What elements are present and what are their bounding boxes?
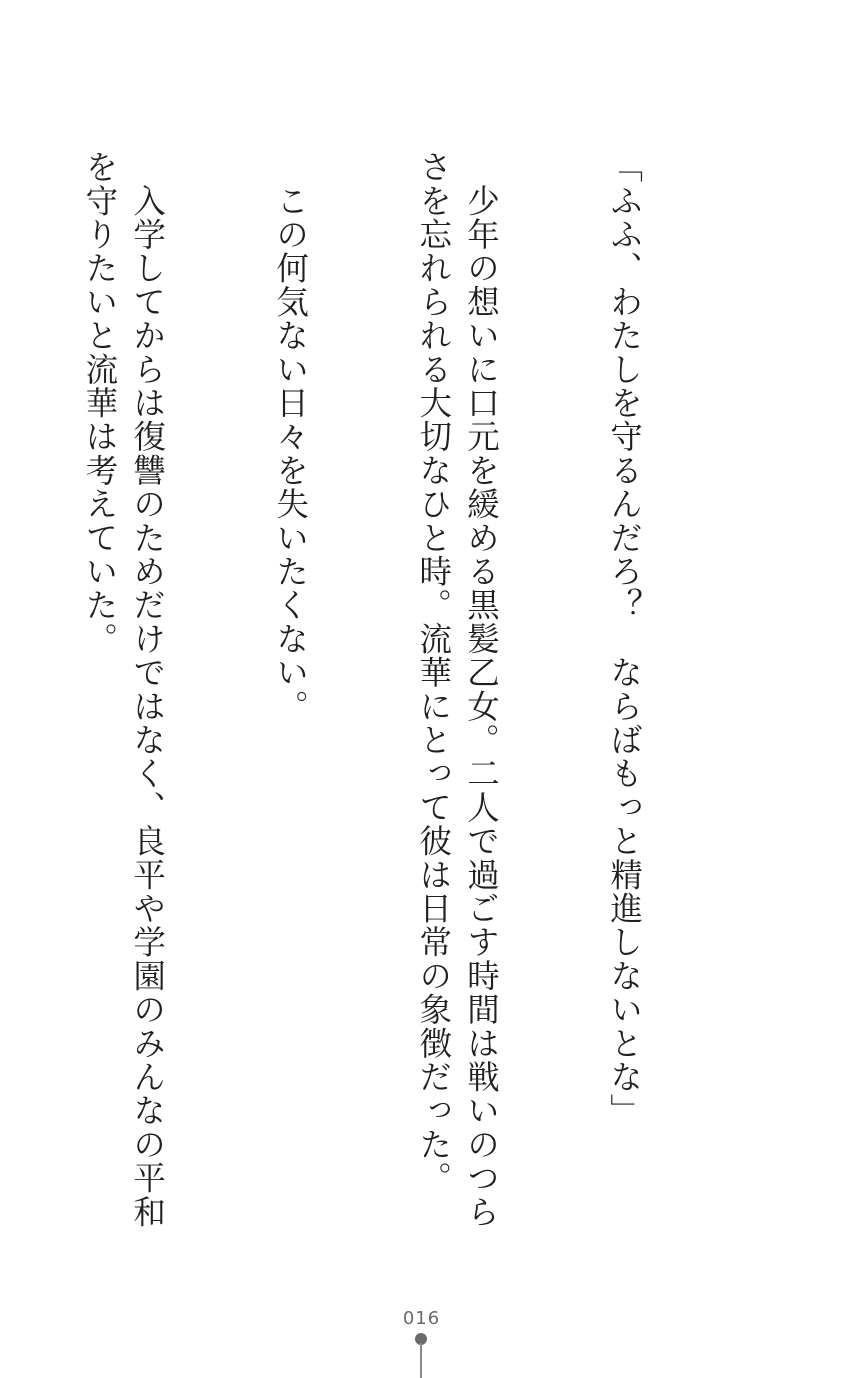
paragraph: 少年の想いに口元を緩める黒髪乙女。二人で過ごす時間は戦いのつらさを忘れられる大切なひと時。流華にとって彼は日常の象徴だった。 <box>414 150 501 1229</box>
vertical-text-body <box>43 150 743 1260</box>
page-number: 016 <box>402 1308 441 1329</box>
marker-line <box>420 1343 422 1378</box>
paragraph: この何気ない日々を失いたくない。 <box>271 150 310 723</box>
paragraph: 「ふふ、わたしを守るんだろ？ ならばもっと精進しないとな」 <box>605 150 644 1128</box>
page-marker-ornament <box>415 1333 427 1378</box>
paragraph: 入学してからは復讐のためだけではなく、良平や学園のみんなの平和を守りたいと流華は考えていた。 <box>80 150 167 1229</box>
